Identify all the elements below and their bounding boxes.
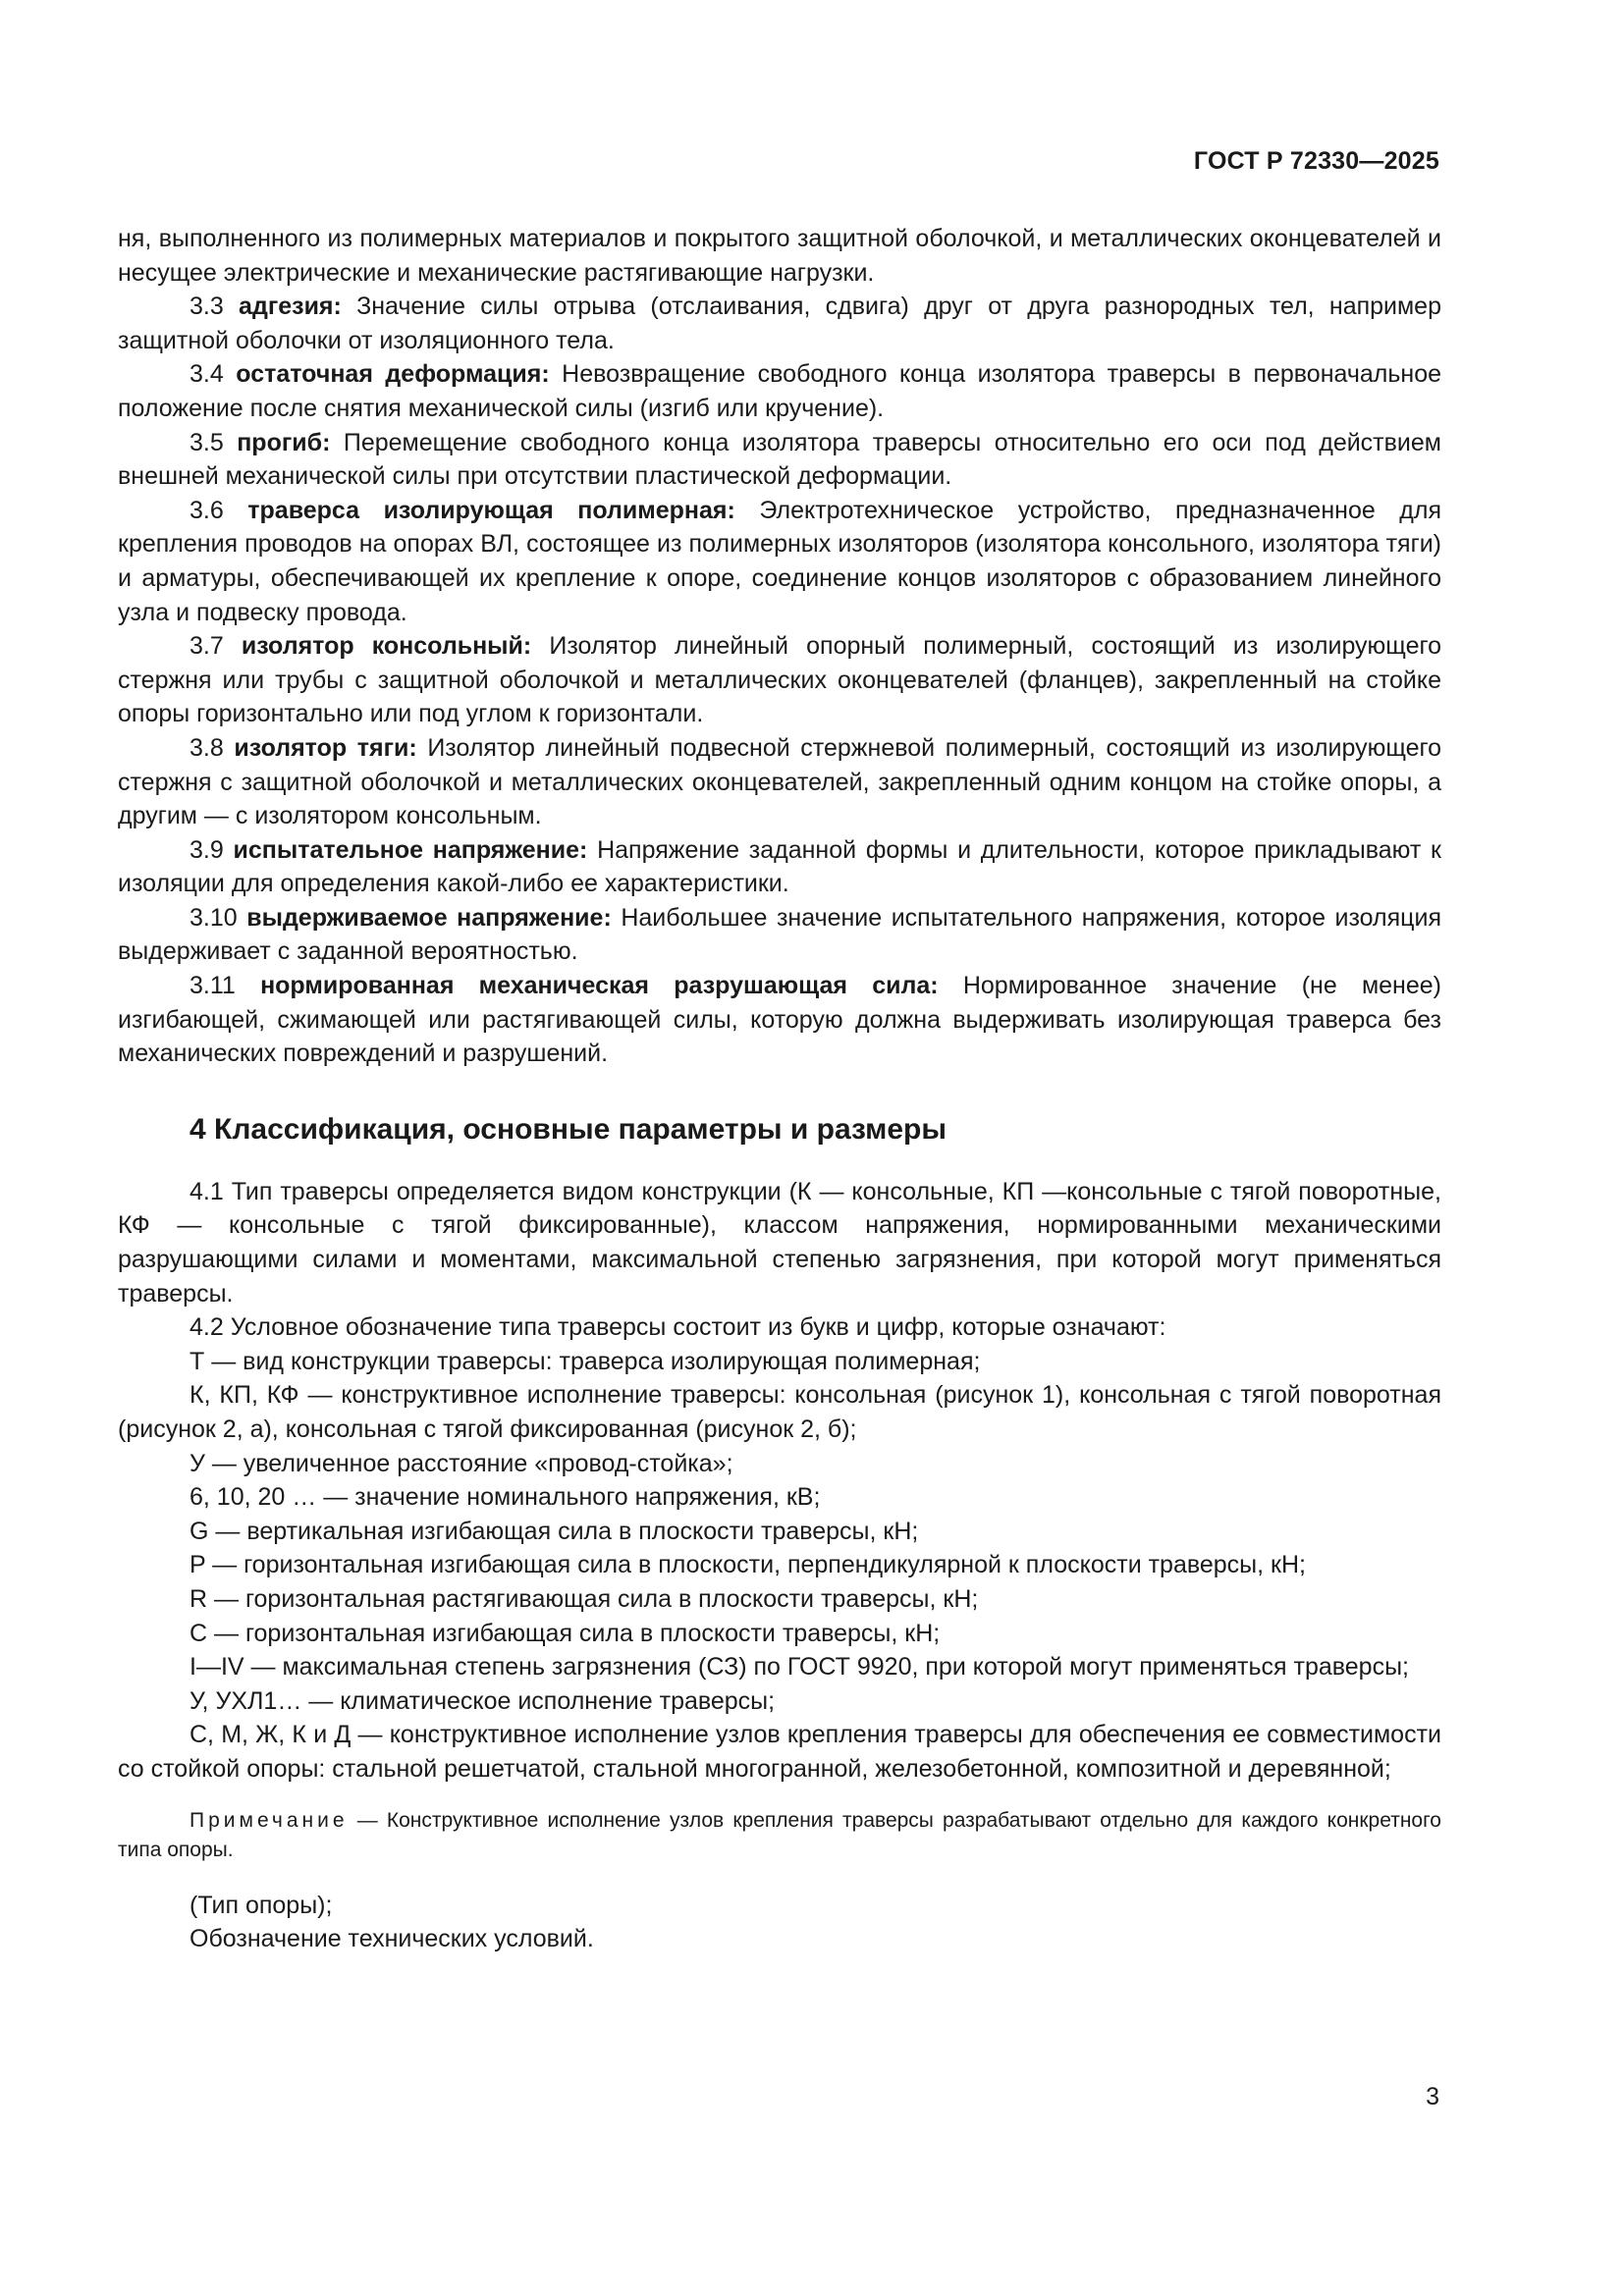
section-4-body [118, 1175, 1441, 1956]
note-text: — Конструктивное исполнение узлов крепления траверсы разрабатывают отдельно для каждого конкретного типа опоры. [118, 1808, 1441, 1861]
term: остаточная деформация: [236, 360, 550, 389]
term: изолятор консольный: [241, 632, 532, 661]
definition-3-6: 3.6 траверса изолирующая полимерная: Электротехническое устройство, предназначенное для крепления проводов на опорах ВЛ, состоящее из полимерных изоляторов (изолятора консольного, изолятора тяги) и арматуры, обеспечивающей их крепление к опоре, соединение концов изоляторов с образованием линейного узла и подвеску провода. [118, 496, 1441, 626]
designation-item: У — увеличенное расстояние «провод-стойка»; [189, 1449, 733, 1477]
term: траверса изолирующая полимерная: [247, 496, 735, 524]
designation-item: I—IV — максимальная степень загрязнения (СЗ) по ГОСТ 9920, при которой могут применяться траверсы; [189, 1653, 1409, 1682]
term: адгезия: [239, 293, 342, 321]
page-body [118, 222, 1441, 1956]
definition-3-10: 3.10 выдерживаемое напряжение: Наибольшее значение испытательного напряжения, которое изоляция выдерживает с заданной вероятностью. [118, 903, 1441, 966]
designation-item: R — горизонтальная растягивающая сила в плоскости траверсы, кН; [189, 1584, 979, 1613]
designation-item: G — вертикальная изгибающая сила в плоскости траверсы, кН; [189, 1517, 919, 1545]
note [118, 1806, 1441, 1865]
paragraph-4-2: 4.2 Условное обозначение типа траверсы состоит из букв и цифр, которые означают: [189, 1313, 1166, 1342]
definition-3-5: 3.5 прогиб: Перемещение свободного конца изолятора траверсы относительно его оси под действием внешней механической силы при отсутствии пластической деформации. [118, 428, 1441, 491]
designation-item: 6, 10, 20 … — значение номинального напряжения, кВ; [189, 1483, 821, 1512]
tail-item: (Тип опоры); [189, 1891, 333, 1919]
definition-3-11: 3.11 нормированная механическая разрушающая сила: Нормированное значение (не менее) изгибающей, сжимающей или растягивающей силы, которую должна выдерживать изолирующая траверса без механических повреждений и разрушений. [118, 972, 1441, 1068]
document-code: ГОСТ Р 72330—2025 [1193, 147, 1439, 175]
note-label: Примечание [189, 1808, 349, 1832]
definitions-list [118, 290, 1441, 1071]
continued-paragraph: ня, выполненного из полимерных материалов и покрытого защитной оболочкой, и металлических оконцевателей и несущее электрические и механические растягивающие нагрузки. [118, 225, 1441, 287]
term: изолятор тяги: [234, 733, 417, 762]
section-4-title: 4 Классификация, основные параметры и размеры [189, 1112, 947, 1146]
designation-item: С — горизонтальная изгибающая сила в плоскости траверсы, кН; [189, 1619, 941, 1647]
term: выдерживаемое напряжение: [246, 903, 612, 932]
page-number: 3 [1426, 2083, 1439, 2110]
term: прогиб: [237, 428, 331, 456]
designation-item: P — горизонтальная изгибающая сила в плоскости, перпендикулярной к плоскости траверсы, кН; [189, 1551, 1306, 1579]
definition-3-3: 3.3 адгезия: Значение силы отрыва (отслаивания, сдвига) друг от друга разнородных тел, например защитной оболочки от изоляционного тела. [118, 293, 1441, 354]
definition-3-4: 3.4 остаточная деформация: Невозвращение свободного конца изолятора траверсы в первоначальное положение после снятия механической силы (изгиб или кручение). [118, 360, 1442, 422]
definition-3-7: 3.7 изолятор консольный: Изолятор линейный опорный полимерный, состоящий из изолирующего стержня или трубы с защитной оболочкой и металлических оконцевателей (фланцев), закрепленный на стойке опоры горизонтально или под углом к горизонтали. [118, 632, 1441, 728]
designation-item: К, КП, КФ — конструктивное исполнение траверсы: консольная (рисунок 1), консольная с тягой поворотная (рисунок 2, а), консольная с тягой фиксированная (рисунок 2, б); [118, 1381, 1441, 1443]
designation-item: Т — вид конструкции траверсы: траверса изолирующая полимерная; [189, 1347, 981, 1375]
designation-item: С, М, Ж, К и Д — конструктивное исполнение узлов крепления траверсы для обеспечения ее совместимости со стойкой опоры: стальной решетчатой, стальной многогранной, железобетонной, композитной и деревянной; [118, 1721, 1441, 1783]
designation-item: У, УХЛ1… — климатическое исполнение траверсы; [189, 1686, 776, 1715]
tail-item: Обозначение технических условий. [189, 1925, 594, 1953]
paragraph-4-1: 4.1 Тип траверсы определяется видом конструкции (К — консольные, КП —консольные с тягой поворотные, КФ — консольные с тягой фиксированные), классом напряжения, нормированными механическими разрушающими силами и моментами, максимальной степенью загрязнения, при которой могут применяться траверсы. [118, 1177, 1441, 1308]
definition-3-9: 3.9 испытательное напряжение: Напряжение заданной формы и длительности, которое прикладывают к изоляции для определения какой-либо ее характеристики. [118, 835, 1441, 898]
term: нормированная механическая разрушающая сила: [260, 972, 939, 1000]
definition-3-8: 3.8 изолятор тяги: Изолятор линейный подвесной стержневой полимерный, состоящий из изолирующего стержня с защитной оболочкой и металлических оконцевателей, закрепленный одним концом на стойке опоры, а другим — с изолятором консольным. [118, 733, 1441, 830]
term: испытательное напряжение: [233, 835, 588, 864]
